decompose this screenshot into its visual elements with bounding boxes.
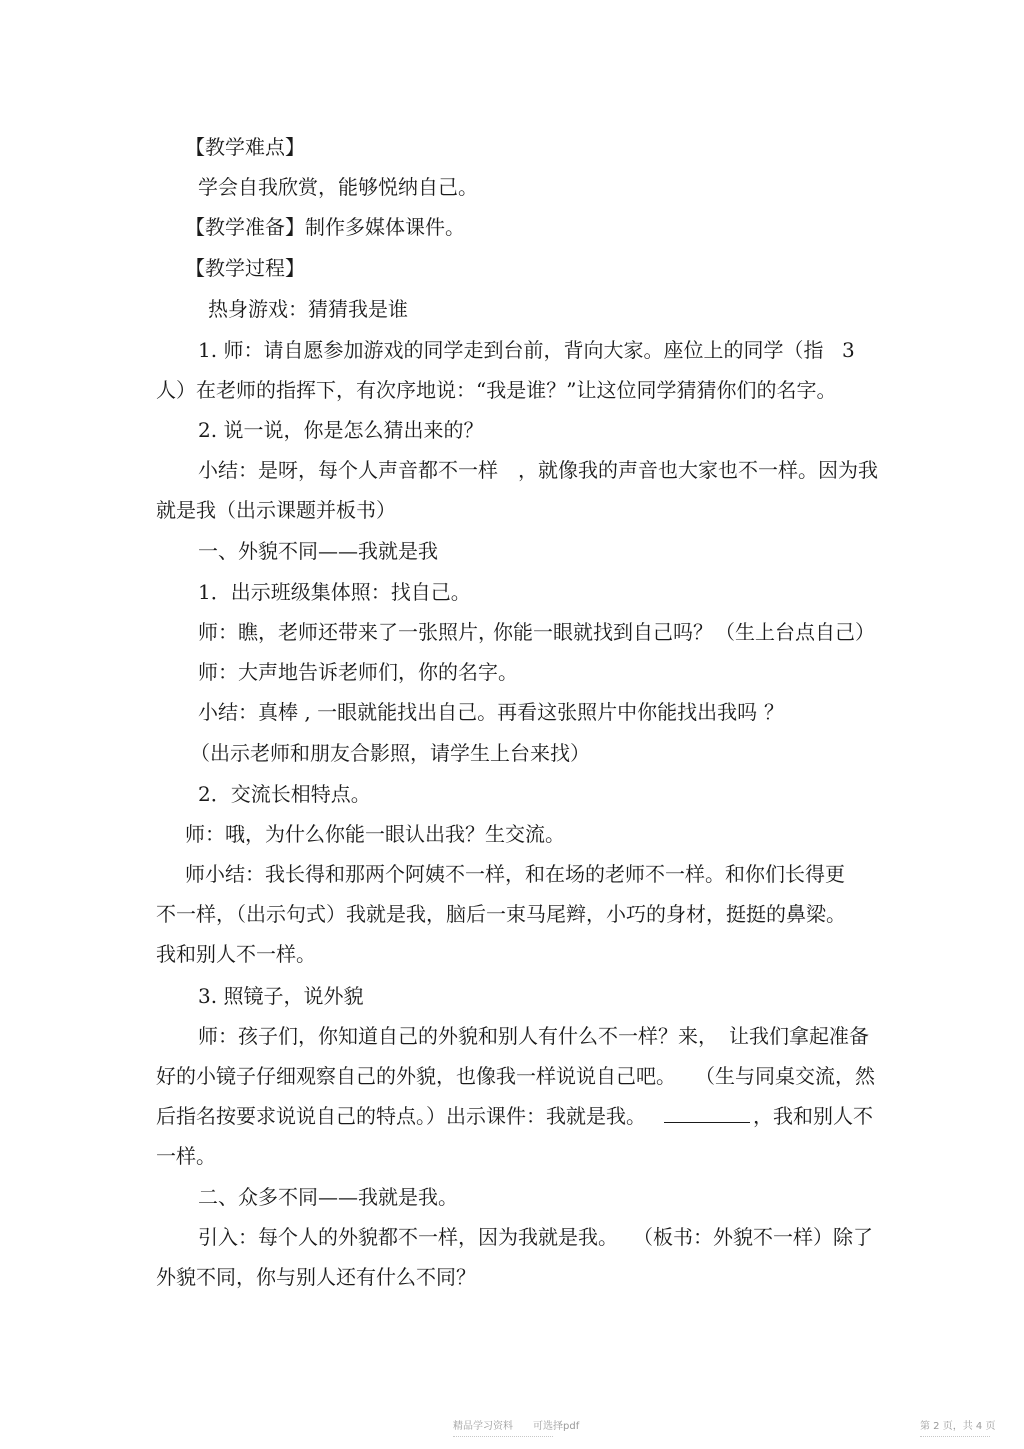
paragraph-line: 师：孩子们，你知道自己的外貌和别人有什么不一样？来， (198, 1024, 718, 1048)
paragraph-line: 我和别人不一样。 (156, 942, 316, 966)
heading-teaching-difficulty: 【教学难点】 (185, 135, 305, 159)
heading-teaching-process: 【教学过程】 (185, 256, 305, 280)
paragraph-line: （生与同桌交流，然 (695, 1064, 875, 1088)
paragraph-line: ？ (764, 700, 784, 724)
paragraph-line: （出示老师和朋友合影照，请学生上台来找） (190, 741, 590, 765)
paragraph-line: 小结：是呀，每个人声音都不一样 ，就像我的声音也大家也不一样。因为我 (198, 458, 878, 482)
paragraph-line: 学会自我欣赏，能够悦纳自己。 (198, 175, 478, 199)
paragraph-line: ，我和别人不 (753, 1104, 873, 1128)
footer-left-text: 精品学习资料 可选择pdf (453, 1421, 580, 1432)
paragraph-line: 引入：每个人的外貌都不一样，因为我就是我。 (198, 1225, 618, 1249)
paragraph-line: 不一样，（出示句式）我就是我，脑后一束马尾辫，小巧的身材，挺挺的鼻梁。 (156, 902, 846, 926)
fill-in-blank (664, 1104, 750, 1128)
paragraph-line: （板书：外貌不一样）除了 (633, 1225, 873, 1249)
paragraph-line: 1. 师：请自愿参加游戏的同学走到台前，背向大家。座位上的同学（指 (198, 338, 824, 362)
page-number: 第 2 页，共 4 页 (920, 1421, 996, 1432)
paragraph-line: 2．交流长相特点。 (198, 782, 371, 806)
paragraph-line: 外貌不同，你与别人还有什么不同？ (156, 1265, 476, 1289)
section-heading: 一、外貌不同——我就是我 (198, 539, 438, 563)
paragraph-line: 2. 说一说，你是怎么猜出来的？ (198, 418, 484, 442)
heading-teaching-preparation: 【教学准备】制作多媒体课件。 (185, 215, 465, 239)
paragraph-line: 师：瞧，老师还带来了一张照片， (198, 620, 498, 644)
paragraph-line: 好的小镜子仔细观察自己的外貌，也像我一样说说自己吧。 (156, 1064, 676, 1088)
paragraph-line: 你能一眼就找到自己吗？ (493, 620, 713, 644)
paragraph-line: 师：哦，为什么你能一眼认出我？生交流。 (185, 822, 565, 846)
paragraph-line: 小结：真棒 , 一眼就能找出自己。再看这张照片中你能找出我吗 (198, 700, 758, 724)
footer-divider (453, 1436, 553, 1437)
section-heading: 二、众多不同——我就是我。 (198, 1185, 458, 1209)
paragraph-line: 后指名按要求说说自己的特点。）出示课件：我就是我。 (156, 1104, 646, 1128)
paragraph-line: 3. 照镜子，说外貌 (198, 984, 364, 1008)
paragraph-line: 1．出示班级集体照：找自己。 (198, 580, 471, 604)
paragraph-line: 一样。 (156, 1144, 216, 1168)
paragraph-line: 3 (842, 338, 855, 362)
paragraph-line: （生上台点自己） (715, 620, 875, 644)
paragraph-line: 师小结：我长得和那两个阿姨不一样，和在场的老师不一样。和你们长得更 (185, 862, 845, 886)
paragraph-line: 就是我（出示课题并板书） (156, 498, 396, 522)
paragraph-line: 热身游戏：猜猜我是谁 (208, 297, 408, 321)
paragraph-line: 师：大声地告诉老师们，你的名字。 (198, 660, 518, 684)
paragraph-line: 人）在老师的指挥下，有次序地说：“我是谁？”让这位同学猜猜你们的名字。 (156, 378, 837, 402)
paragraph-line: 让我们拿起准备 (729, 1024, 869, 1048)
footer-divider (920, 1436, 990, 1437)
